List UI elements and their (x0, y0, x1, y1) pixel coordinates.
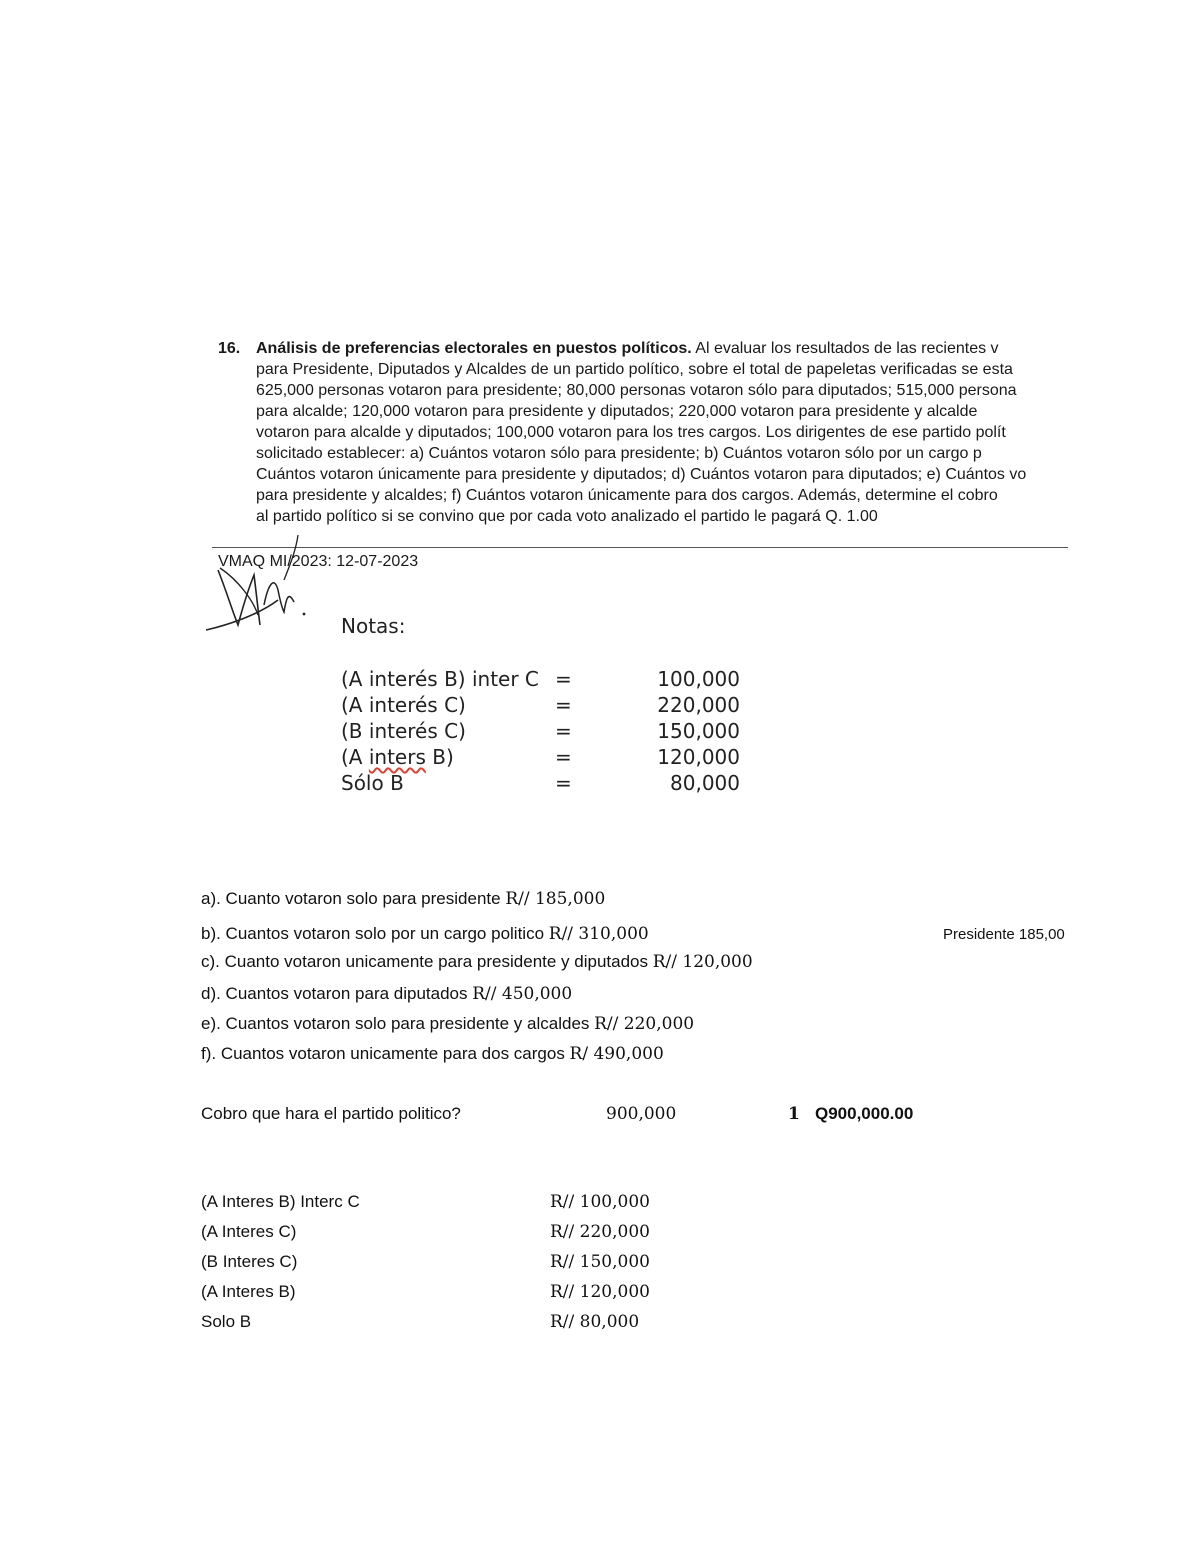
summary-value: R// 100,000 (550, 1192, 650, 1212)
answer-d (201, 984, 572, 1004)
summary-value: R// 120,000 (550, 1282, 650, 1302)
answer-result: R// 450,000 (472, 984, 573, 1004)
notes-equals: = (555, 771, 572, 795)
summary-value: R// 80,000 (550, 1312, 640, 1332)
summary-label: (A Interes C) (201, 1222, 297, 1241)
problem-line: solicitado establecer: a) Cuántos votaron sólo para presidente; b) Cuántos votaron sólo por un cargo p (256, 445, 982, 462)
problem-line: para presidente y alcaldes; f) Cuántos votaron únicamente para dos cargos. Además, determine el cobro (256, 487, 998, 504)
answer-question: a). Cuanto votaron solo para presidente (201, 889, 506, 908)
notes-value: 120,000 (657, 745, 740, 769)
summary-label: (A Interes B) (201, 1282, 296, 1301)
answer-b (201, 924, 649, 944)
notes-label: (A interés C) (341, 693, 466, 717)
problem-line: votaron para alcalde y diputados; 100,000 votaron para los tres cargos. Los dirigentes de ese partido polít (256, 424, 1006, 441)
problem-line (256, 340, 999, 358)
answer-c (201, 952, 753, 972)
divider-line (212, 547, 1068, 548)
signature (198, 530, 318, 645)
summary-value: R// 220,000 (550, 1222, 650, 1242)
answer-e (201, 1014, 694, 1034)
answer-result: R/ 490,000 (569, 1044, 664, 1064)
spelling-error-mark: inters (368, 745, 426, 769)
notes-label (341, 745, 454, 769)
summary-value: R// 150,000 (550, 1252, 650, 1272)
problem-line: para alcalde; 120,000 votaron para presidente y diputados; 220,000 votaron para presidente y alcalde (256, 403, 978, 420)
problem-line: para Presidente, Diputados y Alcaldes de un partido político, sobre el total de papeletas verificadas se esta (256, 361, 1013, 378)
notes-equals: = (555, 667, 572, 691)
problem-number: 16. (218, 340, 241, 357)
notes-label: Sólo B (341, 771, 404, 795)
notes-title: Notas: (341, 614, 406, 638)
answer-f (201, 1044, 664, 1064)
cobro-total: Q900,000.00 (815, 1104, 914, 1123)
answer-result: R// 120,000 (652, 952, 753, 972)
answer-result: R// 310,000 (548, 924, 649, 944)
document-reference: VMAQ MI/2023: 12-07-2023 (218, 553, 419, 570)
summary-label: (B Interes C) (201, 1252, 298, 1271)
problem-line: 625,000 personas votaron para presidente; 80,000 personas votaron sólo para diputados; 515,000 persona (256, 382, 1017, 399)
answer-a (201, 889, 605, 909)
notes-equals: = (555, 693, 572, 717)
notes-value: 80,000 (670, 771, 740, 795)
answer-question: d). Cuantos votaron para diputados (201, 984, 473, 1003)
problem-line: al partido político si se convino que por cada voto analizado el partido le pagará Q. 1.00 (256, 508, 878, 525)
notes-label-part: (A (341, 745, 369, 769)
answer-question: e). Cuantos votaron solo para presidente y alcaldes (201, 1014, 595, 1033)
answer-result: R// 220,000 (594, 1014, 695, 1034)
cobro-rate: 1 (788, 1104, 800, 1124)
summary-label: Solo B (201, 1312, 252, 1331)
answer-question: b). Cuantos votaron solo por un cargo politico (201, 924, 549, 943)
problem-line-text: Al evaluar los resultados de las recientes v (691, 340, 999, 357)
cobro-label: Cobro que hara el partido politico? (201, 1104, 461, 1123)
answer-question: f). Cuantos votaron unicamente para dos cargos (201, 1044, 570, 1063)
summary-label: (A Interes B) Interc C (201, 1192, 360, 1211)
problem-statement (0, 336, 1068, 536)
notes-equals: = (555, 745, 572, 769)
notes-value: 220,000 (657, 693, 740, 717)
notes-label: (B interés C) (341, 719, 466, 743)
notes-label: (A interés B) inter C (341, 667, 539, 691)
problem-title: Análisis de preferencias electorales en puestos políticos. (256, 340, 692, 357)
notes-value: 150,000 (657, 719, 740, 743)
answer-result: R// 185,000 (505, 889, 606, 909)
notes-value: 100,000 (657, 667, 740, 691)
answer-question: c). Cuanto votaron unicamente para presidente y diputados (201, 952, 653, 971)
notes-label-part: B) (425, 745, 454, 769)
notes-equals: = (555, 719, 572, 743)
cobro-votes: 900,000 (606, 1104, 677, 1124)
problem-line: Cuántos votaron únicamente para presidente y diputados; d) Cuántos votaron para diputados; e) Cuántos vo (256, 466, 1027, 483)
side-note: Presidente 185,00 (943, 926, 1065, 943)
